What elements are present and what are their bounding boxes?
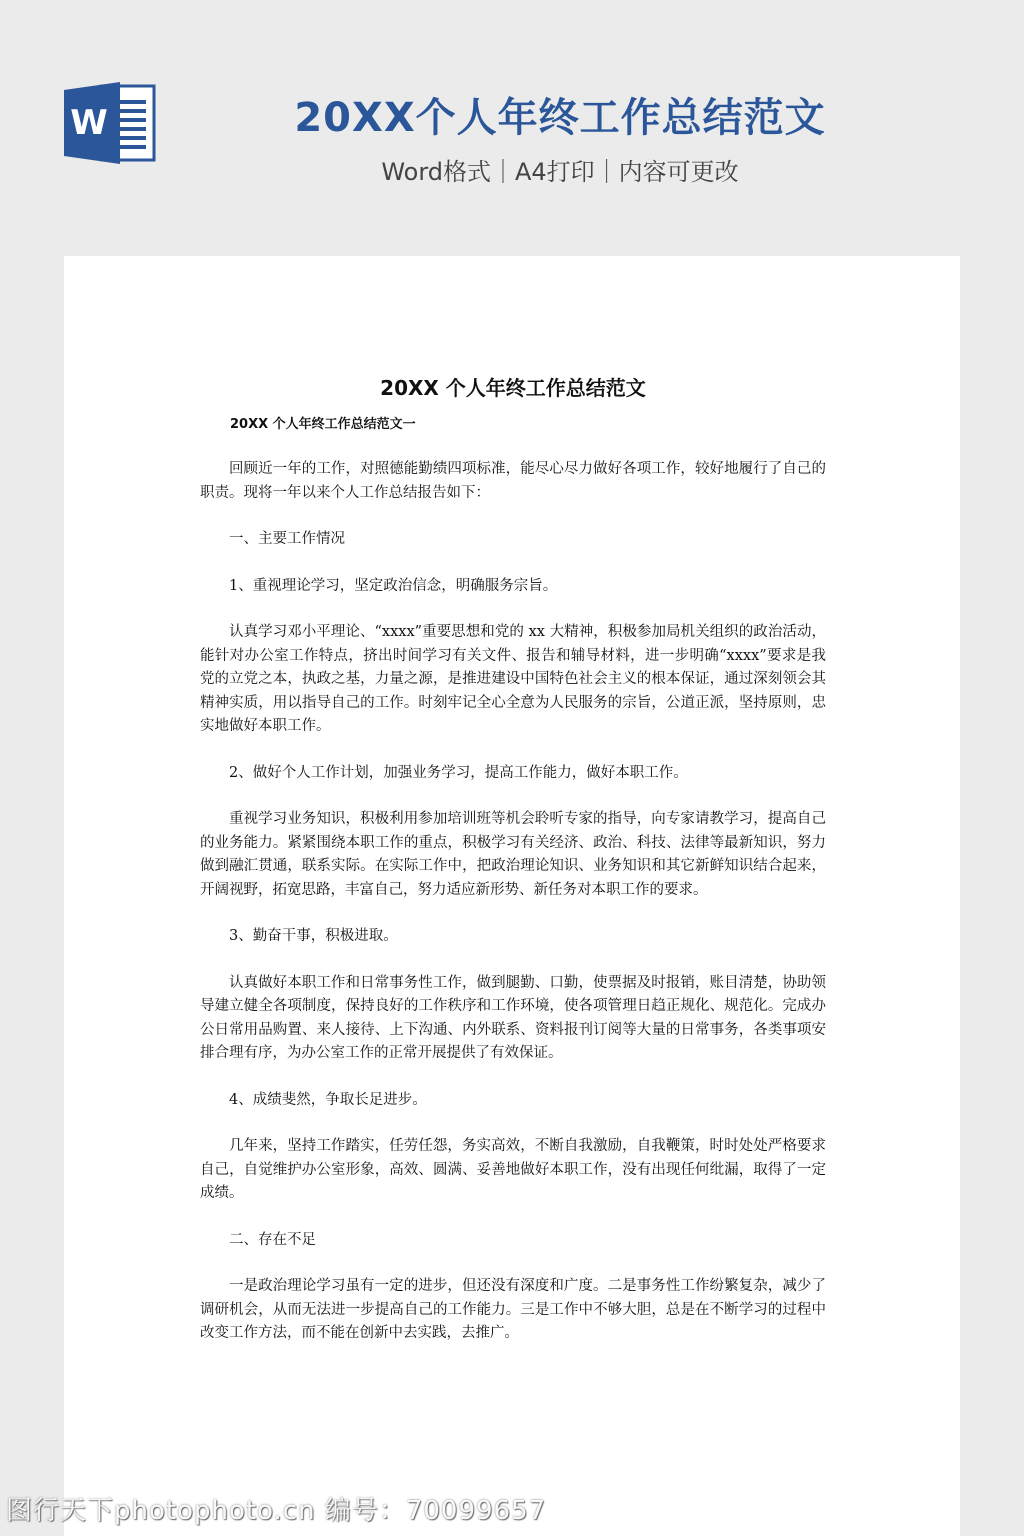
paragraph: 认真学习邓小平理论、“xxxx”重要思想和党的 xx 大精神，积极参加局机关组织的政治活动，能针对办公室工作特点，挤出时间学习有关文件、报告和辅导材料，进一步明确“xxxx”要求是我党的立党之本，执政之基，力量之源，是推进建设中国特色社会主义的根本保证，通过深刻领会其精神实质，用以指导自己的工作。时刻牢记全心全意为人民服务的宗旨，公道正派，坚持原则，忠实地做好本职工作。 bbox=[200, 624, 826, 734]
section-heading: 一、主要工作情况 bbox=[229, 531, 345, 547]
watermark: 图行天下photophoto.cn 编号：70099657 bbox=[6, 1496, 547, 1526]
page-header bbox=[0, 0, 1024, 250]
paragraph: 认真做好本职工作和日常事务性工作，做到腿勤、口勤，使票据及时报销，账目清楚，协助领导建立健全各项制度，保持良好的工作秩序和工作环境，使各项管理日趋正规化、规范化。完成办公日常用品购置、来人接待、上下沟通、内外联系、资料报刊订阅等大量的日常事务，各类事项安排合理有序，为办公室工作的正常开展提供了有效保证。 bbox=[200, 974, 826, 1061]
subsection-heading: 1、重视理论学习，坚定政治信念，明确服务宗旨。 bbox=[229, 577, 558, 594]
subsection-heading: 3、勤奋干事，积极进取。 bbox=[229, 928, 398, 944]
document-title: 20XX 个人年终工作总结范文 bbox=[380, 376, 646, 400]
section-heading: 二、存在不足 bbox=[229, 1231, 316, 1248]
paragraph: 重视学习业务知识，积极利用参加培训班等机会聆听专家的指导，向专家请教学习，提高自己的业务能力。紧紧围绕本职工作的重点，积极学习有关经济、政治、科技、法律等最新知识，努力做到融汇贯通，联系实际。在实际工作中，把政治理论知识、业务知识和其它新鲜知识结合起来，开阔视野，拓宽思路，丰富自己，努力适应新形势、新任务对本职工作的要求。 bbox=[200, 811, 826, 898]
document-subtitle: 20XX 个人年终工作总结范文一 bbox=[230, 417, 416, 432]
subsection-heading: 4、成绩斐然，争取长足进步。 bbox=[229, 1091, 427, 1108]
page-subtitle: Word格式｜A4打印｜内容可更改 bbox=[381, 158, 739, 186]
subsection-heading: 2、做好个人工作计划，加强业务学习，提高工作能力，做好本职工作。 bbox=[229, 764, 688, 781]
document-body bbox=[200, 372, 826, 1369]
word-icon-letter: W bbox=[70, 103, 108, 143]
paragraph: 一是政治理论学习虽有一定的进步，但还没有深度和广度。二是事务性工作纷繁复杂，减少了调研机会，从而无法进一步提高自己的工作能力。三是工作中不够大胆，总是在不断学习的过程中改变工作方法，而不能在创新中去实践，去推广。 bbox=[200, 1278, 826, 1341]
paragraph: 回顾近一年的工作，对照德能勤绩四项标准，能尽心尽力做好各项工作，较好地履行了自己的职责。现将一年以来个人工作总结报告如下： bbox=[200, 461, 826, 501]
word-icon bbox=[64, 82, 156, 164]
paragraph: 几年来，坚持工作踏实，任劳任怨，务实高效，不断自我激励，自我鞭策，时时处处严格要求自己，自觉维护办公室形象，高效、圆满、妥善地做好本职工作，没有出现任何纰漏，取得了一定成绩。 bbox=[200, 1138, 826, 1201]
page-title: 20XX个人年终工作总结范文 bbox=[294, 95, 826, 141]
